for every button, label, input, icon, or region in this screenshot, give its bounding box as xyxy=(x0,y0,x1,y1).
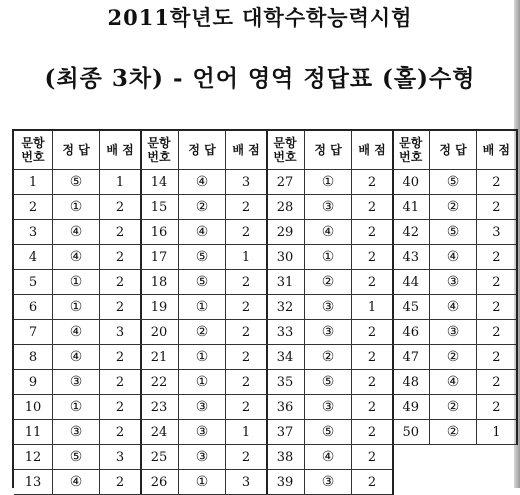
table-row xyxy=(14,320,141,345)
answer-value: ④ xyxy=(179,170,226,195)
answer-value: ① xyxy=(179,345,226,370)
table-row xyxy=(14,470,141,495)
question-number: 9 xyxy=(14,370,53,395)
table-row xyxy=(14,395,141,420)
table-row xyxy=(140,470,267,495)
header-points: 배 점 xyxy=(352,131,394,170)
table-row xyxy=(14,245,141,270)
question-number: 42 xyxy=(392,220,430,245)
question-number: 28 xyxy=(266,195,305,220)
points-value: 2 xyxy=(476,395,517,420)
table-row xyxy=(140,270,267,295)
question-number: 23 xyxy=(140,395,179,420)
table-row xyxy=(14,270,141,295)
question-number: 18 xyxy=(140,270,179,295)
question-number: 8 xyxy=(14,345,53,370)
answer-value: ③ xyxy=(430,320,476,345)
answer-value: ⑤ xyxy=(305,370,352,395)
points-value: 2 xyxy=(352,170,394,195)
points-value: 2 xyxy=(352,220,394,245)
answer-value: ② xyxy=(305,345,352,370)
answer-value: ③ xyxy=(305,195,352,220)
question-number: 34 xyxy=(266,345,305,370)
answer-value: ② xyxy=(430,345,476,370)
header-row xyxy=(266,131,393,170)
points-value: 2 xyxy=(100,345,142,370)
question-number: 29 xyxy=(266,220,305,245)
question-number: 1 xyxy=(14,170,53,195)
points-value: 2 xyxy=(100,420,142,445)
points-value: 2 xyxy=(476,370,517,395)
points-value: 2 xyxy=(476,320,517,345)
header-points: 배 점 xyxy=(100,131,142,170)
answer-value: ④ xyxy=(53,345,100,370)
header-answer: 정 답 xyxy=(305,131,352,170)
table-row xyxy=(266,245,393,270)
points-value: 2 xyxy=(226,395,268,420)
points-value: 3 xyxy=(476,220,517,245)
answer-value: ① xyxy=(179,295,226,320)
question-number: 39 xyxy=(266,470,305,495)
points-value: 2 xyxy=(100,220,142,245)
points-value: 1 xyxy=(226,420,268,445)
answer-value: ① xyxy=(305,170,352,195)
points-value: 2 xyxy=(100,245,142,270)
points-value: 1 xyxy=(226,245,268,270)
header-answer: 정 답 xyxy=(53,131,100,170)
table-row xyxy=(266,470,393,495)
answer-value: ④ xyxy=(53,220,100,245)
points-value: 2 xyxy=(100,195,142,220)
points-value: 2 xyxy=(352,445,394,470)
table-row xyxy=(392,245,517,270)
table-row xyxy=(266,420,393,445)
table-row xyxy=(14,170,141,195)
question-number: 6 xyxy=(14,295,53,320)
points-value: 2 xyxy=(226,345,268,370)
table-row xyxy=(140,245,267,270)
question-number: 37 xyxy=(266,420,305,445)
answer-column-2 xyxy=(140,131,268,495)
question-number: 33 xyxy=(266,320,305,345)
answer-table xyxy=(12,129,518,488)
question-number: 44 xyxy=(392,270,430,295)
table-row xyxy=(392,395,517,420)
answer-column-3 xyxy=(266,131,394,495)
points-value: 2 xyxy=(100,295,142,320)
points-value: 2 xyxy=(226,195,268,220)
answer-value: ① xyxy=(53,295,100,320)
table-row xyxy=(140,370,267,395)
answer-value: ③ xyxy=(179,395,226,420)
question-number: 22 xyxy=(140,370,179,395)
question-number: 16 xyxy=(140,220,179,245)
answer-value: ⑤ xyxy=(179,245,226,270)
question-number: 25 xyxy=(140,445,179,470)
question-number: 40 xyxy=(392,170,430,195)
question-number: 48 xyxy=(392,370,430,395)
question-number: 4 xyxy=(14,245,53,270)
answer-column-1 xyxy=(14,131,142,495)
points-value: 1 xyxy=(476,420,517,445)
points-value: 2 xyxy=(352,370,394,395)
table-row xyxy=(140,170,267,195)
answer-value: ⑤ xyxy=(53,445,100,470)
question-number: 24 xyxy=(140,420,179,445)
table-row xyxy=(392,345,517,370)
header-question-number: 문항 번호 xyxy=(14,131,53,170)
table-row xyxy=(392,270,517,295)
answer-value: ④ xyxy=(430,370,476,395)
points-value: 2 xyxy=(352,270,394,295)
points-value: 1 xyxy=(352,295,394,320)
points-value: 2 xyxy=(100,370,142,395)
answer-value: ④ xyxy=(53,245,100,270)
answer-value: ⑤ xyxy=(53,170,100,195)
points-value: 2 xyxy=(352,420,394,445)
answer-value: ② xyxy=(179,320,226,345)
table-row xyxy=(392,295,517,320)
table-row xyxy=(140,445,267,470)
points-value: 2 xyxy=(476,170,517,195)
table-row xyxy=(140,320,267,345)
points-value: 3 xyxy=(100,445,142,470)
answer-value: ② xyxy=(179,195,226,220)
points-value: 2 xyxy=(476,345,517,370)
points-value: 2 xyxy=(100,395,142,420)
table-row xyxy=(266,195,393,220)
question-number: 5 xyxy=(14,270,53,295)
answer-value: ⑤ xyxy=(430,170,476,195)
header-row xyxy=(14,131,141,170)
question-number: 19 xyxy=(140,295,179,320)
page-title: 2011학년도 대학수학능력시험 xyxy=(107,5,413,30)
table-row xyxy=(266,395,393,420)
points-value: 2 xyxy=(226,220,268,245)
answer-value: ② xyxy=(430,420,476,445)
table-row xyxy=(140,220,267,245)
answer-value: ④ xyxy=(53,470,100,495)
answer-value: ① xyxy=(53,395,100,420)
answer-value: ③ xyxy=(305,295,352,320)
question-number: 47 xyxy=(392,345,430,370)
points-value: 2 xyxy=(476,245,517,270)
header-row xyxy=(392,131,517,170)
table-row xyxy=(392,370,517,395)
question-number: 26 xyxy=(140,470,179,495)
answer-value: ② xyxy=(305,270,352,295)
question-number: 45 xyxy=(392,295,430,320)
table-row xyxy=(266,170,393,195)
table-row xyxy=(266,220,393,245)
points-value: 2 xyxy=(352,320,394,345)
header-points: 배 점 xyxy=(476,131,517,170)
question-number: 12 xyxy=(14,445,53,470)
question-number: 15 xyxy=(140,195,179,220)
table-row xyxy=(266,320,393,345)
answer-value: ① xyxy=(179,470,226,495)
answer-value: ⑤ xyxy=(179,270,226,295)
points-value: 2 xyxy=(226,270,268,295)
table-row xyxy=(266,345,393,370)
points-value: 2 xyxy=(352,245,394,270)
points-value: 2 xyxy=(352,395,394,420)
table-row xyxy=(266,270,393,295)
table-row xyxy=(140,195,267,220)
header-question-number: 문항 번호 xyxy=(266,131,305,170)
answer-value: ③ xyxy=(305,470,352,495)
points-value: 2 xyxy=(100,270,142,295)
question-number: 27 xyxy=(266,170,305,195)
answer-value: ② xyxy=(430,195,476,220)
question-number: 3 xyxy=(14,220,53,245)
table-row xyxy=(140,345,267,370)
answer-value: ④ xyxy=(179,220,226,245)
answer-value: ③ xyxy=(305,395,352,420)
points-value: 2 xyxy=(352,345,394,370)
header-answer: 정 답 xyxy=(179,131,226,170)
header-points: 배 점 xyxy=(226,131,268,170)
question-number: 30 xyxy=(266,245,305,270)
answer-value: ③ xyxy=(53,420,100,445)
points-value: 2 xyxy=(226,320,268,345)
answer-column-4 xyxy=(392,131,518,445)
points-value: 2 xyxy=(226,370,268,395)
answer-value: ③ xyxy=(53,370,100,395)
table-row xyxy=(14,370,141,395)
table-row xyxy=(392,420,517,445)
points-value: 2 xyxy=(226,445,268,470)
question-number: 38 xyxy=(266,445,305,470)
question-number: 2 xyxy=(14,195,53,220)
table-row xyxy=(392,220,517,245)
answer-value: ④ xyxy=(430,245,476,270)
table-row xyxy=(266,370,393,395)
answer-value: ⑤ xyxy=(430,220,476,245)
table-row xyxy=(14,445,141,470)
question-number: 14 xyxy=(140,170,179,195)
answer-value: ② xyxy=(430,395,476,420)
answer-value: ④ xyxy=(430,295,476,320)
question-number: 32 xyxy=(266,295,305,320)
points-value: 1 xyxy=(100,170,142,195)
table-row xyxy=(266,445,393,470)
points-value: 2 xyxy=(476,195,517,220)
answer-value: ③ xyxy=(179,445,226,470)
header-question-number: 문항 번호 xyxy=(140,131,179,170)
question-number: 36 xyxy=(266,395,305,420)
header-answer: 정 답 xyxy=(430,131,476,170)
table-row xyxy=(14,295,141,320)
points-value: 2 xyxy=(226,295,268,320)
table-row xyxy=(140,395,267,420)
header-row xyxy=(140,131,267,170)
table-row xyxy=(392,170,517,195)
table-row xyxy=(14,420,141,445)
answer-value: ① xyxy=(305,245,352,270)
answer-value: ④ xyxy=(305,220,352,245)
question-number: 20 xyxy=(140,320,179,345)
header-question-number: 문항 번호 xyxy=(392,131,430,170)
table-row xyxy=(14,195,141,220)
table-row xyxy=(392,320,517,345)
points-value: 2 xyxy=(352,195,394,220)
question-number: 49 xyxy=(392,395,430,420)
question-number: 41 xyxy=(392,195,430,220)
table-row xyxy=(14,345,141,370)
points-value: 2 xyxy=(352,470,394,495)
points-value: 2 xyxy=(100,470,142,495)
answer-value: ⑤ xyxy=(305,420,352,445)
question-number: 31 xyxy=(266,270,305,295)
table-row xyxy=(266,295,393,320)
points-value: 3 xyxy=(226,170,268,195)
points-value: 3 xyxy=(100,320,142,345)
table-row xyxy=(14,220,141,245)
question-number: 10 xyxy=(14,395,53,420)
answer-value: ④ xyxy=(305,445,352,470)
answer-value: ③ xyxy=(430,270,476,295)
question-number: 43 xyxy=(392,245,430,270)
table-row xyxy=(140,295,267,320)
answer-value: ④ xyxy=(53,320,100,345)
question-number: 21 xyxy=(140,345,179,370)
question-number: 11 xyxy=(14,420,53,445)
points-value: 2 xyxy=(476,270,517,295)
question-number: 17 xyxy=(140,245,179,270)
question-number: 7 xyxy=(14,320,53,345)
question-number: 46 xyxy=(392,320,430,345)
answer-value: ③ xyxy=(305,320,352,345)
table-row xyxy=(392,195,517,220)
answer-value: ① xyxy=(179,370,226,395)
answer-value: ③ xyxy=(179,420,226,445)
question-number: 35 xyxy=(266,370,305,395)
question-number: 13 xyxy=(14,470,53,495)
table-row xyxy=(140,420,267,445)
answer-value: ① xyxy=(53,195,100,220)
page-subtitle: (최종 3차) - 언어 영역 정답표 (홀)수형 xyxy=(44,65,476,92)
question-number: 50 xyxy=(392,420,430,445)
points-value: 2 xyxy=(476,295,517,320)
points-value: 3 xyxy=(226,470,268,495)
answer-value: ① xyxy=(53,270,100,295)
